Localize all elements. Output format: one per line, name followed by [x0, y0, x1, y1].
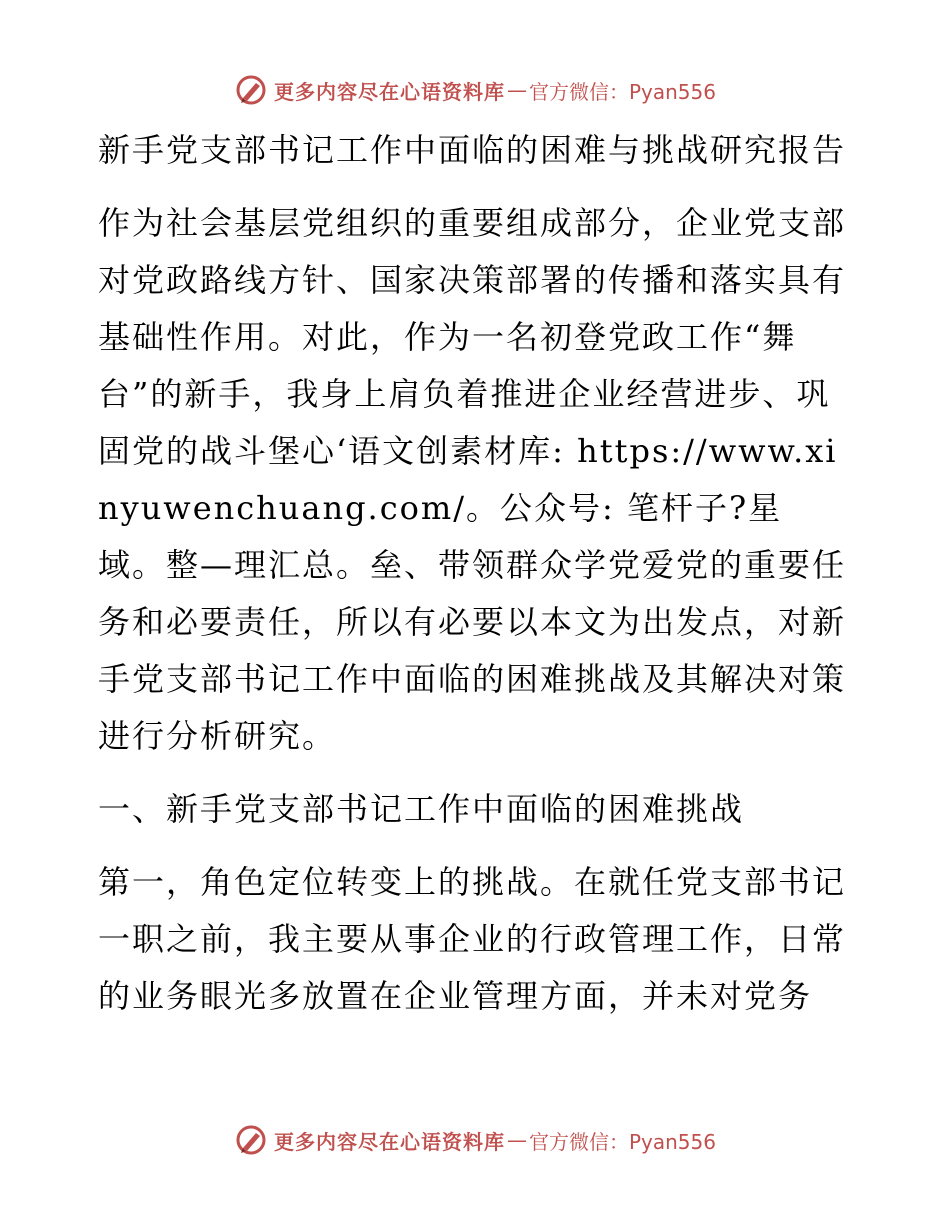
- document-title: 新手党支部书记工作中面临的困难与挑战研究报告: [98, 131, 847, 169]
- pen-logo-icon: [234, 73, 268, 107]
- watermark-wechat: 官方微信：Pyan556: [528, 79, 716, 104]
- document-body: [98, 122, 850, 1025]
- paragraph-intro: 作为社会基层党组织的重要组成部分，企业党支部对党政路线方针、国家决策部署的传播和落实具有基础性作用。对此，作为一名初登党政工作“舞台”的新手，我身上肩负着推进企业经营进步、巩固党的战斗堡心‘语文创素材库: https://www.xinyuwenchuang.com/。公众号: 笔杆子?星域。整—理汇总。垒、带领群众学党爱党的重要任务和必要责任，所以有必要以本文为出发点，对新手党支部书记工作中面临的困难挑战及其解决对策进行分析研究。: [98, 204, 847, 755]
- watermark-brand: 更多内容尽在心语资料库: [273, 79, 505, 104]
- pen-logo-icon: [234, 1123, 268, 1157]
- watermark-brand: 更多内容尽在心语资料库: [273, 1129, 505, 1154]
- watermark-separator: —: [506, 78, 527, 102]
- section-heading: 一、新手党支部书记工作中面临的困难挑战: [98, 790, 745, 828]
- footer-watermark: [0, 1120, 950, 1160]
- header-watermark: [0, 70, 950, 110]
- watermark-wechat: 官方微信：Pyan556: [528, 1129, 716, 1154]
- paragraph-first-challenge: 第一，角色定位转变上的挑战。在就任党支部书记一职之前，我主要从事企业的行政管理工作，日常的业务眼光多放置在企业管理方面，并未对党务: [98, 863, 847, 1015]
- watermark-separator: —: [506, 1128, 527, 1152]
